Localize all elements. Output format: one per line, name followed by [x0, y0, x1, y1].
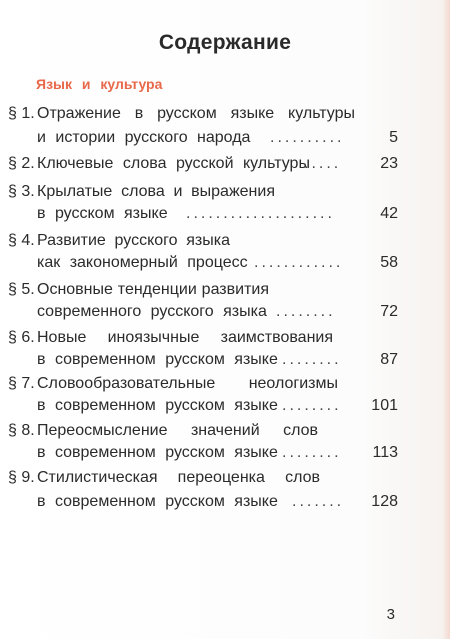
dot-leader: ....................: [186, 205, 335, 222]
toc-entry-2-line1: [0, 153, 450, 175]
toc-entry-number: § 5.: [8, 281, 35, 298]
page-title: Содержание: [158, 31, 292, 54]
toc-entry-8-line2: [0, 442, 450, 464]
toc-entry-number: § 2.: [8, 155, 35, 172]
toc-entry-page: 113: [372, 444, 398, 461]
toc-entry-9-line2: [0, 491, 450, 513]
toc-entry-number: § 4.: [8, 232, 35, 249]
toc-entry-title-cont: в современном русском языке: [37, 351, 278, 368]
toc-entry-3-line2: [0, 203, 450, 225]
dot-leader: ........: [276, 303, 336, 320]
toc-entry-5-line2: [0, 301, 450, 323]
toc-entry-5-line1: [0, 279, 450, 301]
toc-entry-6-line1: [0, 327, 450, 349]
toc-entry-3-line1: [0, 181, 450, 203]
toc-entry-title-cont: в современном русском языке: [37, 397, 278, 414]
toc-entry-title: Крылатые слова и выражения: [37, 183, 275, 200]
toc-entry-title: Основные тенденции развития: [37, 281, 269, 298]
toc-entry-8-line1: [0, 420, 450, 442]
toc-entry-6-line2: [0, 349, 450, 371]
toc-entry-title-cont: в современном русском языке: [37, 493, 278, 510]
toc-entry-number: § 9.: [8, 469, 35, 486]
toc-entry-title-cont: и истории русского народа: [37, 129, 251, 146]
toc-entry-number: § 1.: [8, 105, 35, 122]
toc-entry-title: Ключевые слова русской культуры: [37, 155, 310, 172]
dot-leader: ........: [282, 397, 342, 414]
toc-entry-page: 87: [380, 351, 398, 368]
toc-entry-page: 5: [389, 129, 398, 146]
toc-entry-page: 42: [380, 205, 398, 222]
dot-leader: ........: [282, 444, 342, 461]
toc-entry-page: 101: [371, 397, 398, 414]
toc-entry-1-line1: [0, 103, 450, 125]
section-heading: Язык и культура: [36, 76, 163, 92]
toc-entry-title: Отражение в русском языке культуры: [37, 105, 355, 122]
toc-entry-page: 58: [380, 254, 398, 271]
toc-entry-title: Новые иноязычные заимствования: [37, 329, 333, 346]
page-number: 3: [386, 606, 395, 623]
dot-leader: .......: [292, 493, 345, 510]
toc-entry-4-line2: [0, 252, 450, 274]
dot-leader: .....: [304, 155, 342, 172]
dot-leader: ........: [282, 351, 342, 368]
toc-entry-7-line1: [0, 373, 450, 395]
toc-entry-title: Развитие русского языка: [37, 232, 230, 249]
toc-entry-title: Переосмысление значений слов: [37, 422, 318, 439]
toc-entry-title-cont: как закономерный процесс: [37, 254, 248, 271]
toc-entry-title-cont: в современном русском языке: [37, 444, 278, 461]
toc-entry-7-line2: [0, 395, 450, 417]
toc-entry-1-line2: [0, 127, 450, 149]
toc-entry-number: § 7.: [8, 375, 35, 392]
dot-leader: ............: [254, 254, 344, 271]
toc-entry-4-line1: [0, 230, 450, 252]
toc-entry-number: § 6.: [8, 329, 35, 346]
toc-entry-page: 128: [371, 493, 398, 510]
toc-entry-page: 72: [380, 303, 398, 320]
toc-entry-title-cont: современного русского языка: [37, 303, 267, 320]
toc-entry-page: 23: [380, 155, 398, 172]
toc-entry-title-cont: в русском языке: [37, 205, 168, 222]
toc-entry-number: § 3.: [8, 183, 35, 200]
toc-entry-title: Словообразовательные неологизмы: [37, 375, 338, 392]
toc-entry-number: § 8.: [8, 422, 35, 439]
toc-entry-9-line1: [0, 467, 450, 489]
toc-entry-title: Стилистическая переоценка слов: [37, 469, 320, 486]
dot-leader: ..........: [270, 129, 345, 146]
